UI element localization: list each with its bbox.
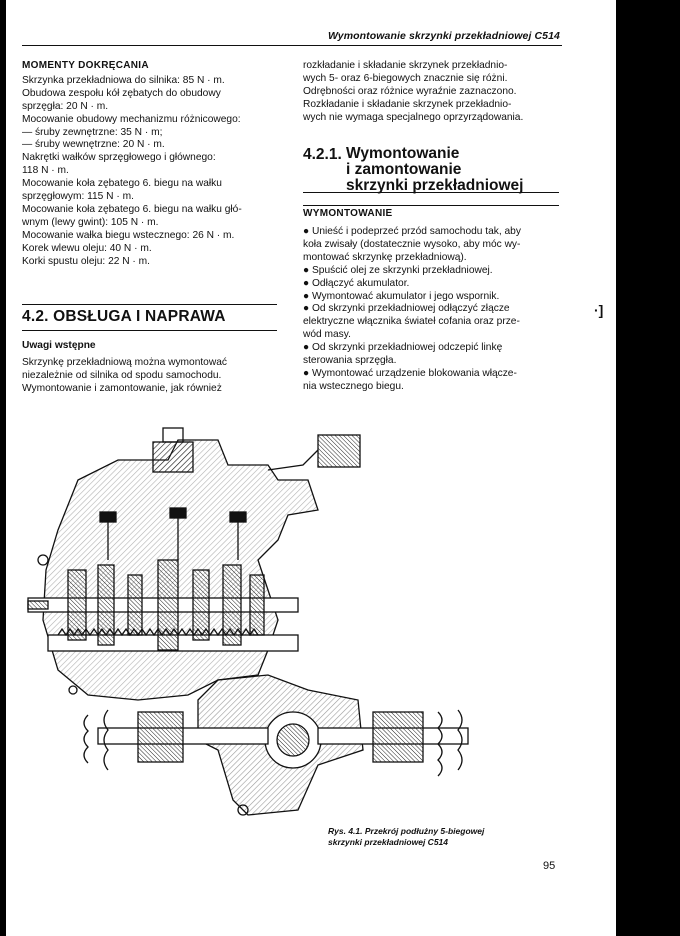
- caption-line: skrzynki przekładniowej C514: [328, 837, 448, 847]
- torque-line: Nakrętki wałków sprzęgłowego i głównego:: [22, 152, 216, 164]
- torque-line: wnym (lewy gwint): 105 N · m.: [22, 216, 159, 228]
- removal-step: [303, 303, 559, 342]
- figure-caption: [328, 826, 508, 848]
- step-line: ● Spuścić olej ze skrzynki przekładniowej.: [303, 264, 493, 276]
- torque-line: — śruby zewnętrzne: 35 N · m;: [22, 126, 163, 138]
- removal-step: [303, 265, 559, 278]
- right-intro-paragraph: [303, 60, 559, 125]
- torque-line: Obudowa zespołu kół zębatych do obudowy: [22, 87, 221, 99]
- step-line: montować skrzynkę przekładniową).: [303, 251, 467, 263]
- torque-line: Mocowanie koła zębatego 6. biegu na wałku głó-: [22, 203, 242, 215]
- subsection-title: [346, 146, 523, 194]
- step-line: ● Od skrzynki przekładniowej odłączyć złącze: [303, 303, 510, 315]
- right-intro-line: wych 5- oraz 6-biegowych znacznie się różni.: [303, 72, 508, 84]
- step-line: wód masy.: [303, 329, 351, 341]
- margin-mark: ·]: [594, 302, 604, 318]
- step-line: elektryczne włącznika świateł cofania oraz prze-: [303, 316, 520, 328]
- header-rule: [22, 45, 562, 46]
- page-number: 95: [543, 860, 556, 872]
- removal-step: [303, 278, 559, 291]
- torque-line: Mocowanie wałka biegu wstecznego: 26 N · m.: [22, 229, 235, 241]
- torque-line: sprzęgła: 20 N · m.: [22, 100, 109, 112]
- right-intro-line: wych nie wymaga specjalnego oprzyrządowania.: [303, 111, 524, 123]
- torque-line: Mocowanie koła zębatego 6. biegu na wałku: [22, 178, 222, 190]
- section-heading: 4.2. OBSŁUGA I NAPRAWA: [22, 304, 277, 331]
- removal-step: [303, 368, 559, 394]
- intro-line: niezależnie od silnika od spodu samochodu.: [22, 369, 222, 381]
- step-line: ● Odłączyć akumulator.: [303, 277, 410, 289]
- intro-subheading: Uwagi wstępne: [22, 340, 96, 351]
- intro-line: Skrzynkę przekładniową można wymontować: [22, 357, 227, 368]
- scan-right-edge: [616, 0, 680, 936]
- torque-line: — śruby wewnętrzne: 20 N · m.: [22, 139, 165, 151]
- scan-left-edge: [0, 0, 6, 936]
- removal-step: [303, 342, 559, 368]
- subsection-number: 4.2.1.: [303, 146, 342, 163]
- step-line: ● Wymontować akumulator i jego wspornik.: [303, 290, 500, 302]
- subsection-title-line: i zamontowanie: [346, 161, 462, 178]
- torque-line: sprzęgłowym: 115 N · m.: [22, 191, 134, 203]
- subsection-title-line: Wymontowanie: [346, 145, 460, 162]
- torque-line: Korki spustu oleju: 22 N · m.: [22, 255, 150, 267]
- torque-lines: [22, 75, 277, 269]
- running-header: Wymontowanie skrzynki przekładniowej C514: [327, 30, 560, 42]
- step-line: koła zwisały (dostatecznie wysoko, aby móc wy-: [303, 238, 521, 250]
- step-line: sterowania sprzęgła.: [303, 355, 397, 367]
- right-intro-line: Rozkładanie i składanie skrzynek przekładnio-: [303, 98, 512, 110]
- step-line: ● Od skrzynki przekładniowej odczepić linkę: [303, 342, 503, 354]
- step-line: ● Wymontować urządzenie blokowania włącze-: [303, 367, 517, 379]
- subsection-heading: [303, 146, 559, 193]
- removal-step: [303, 291, 559, 304]
- subsection-title-line: skrzynki przekładniowej: [346, 177, 524, 194]
- torque-line: 118 N · m.: [22, 165, 69, 177]
- right-intro-line: Odrębności oraz różnice wyraźnie zaznaczono.: [303, 85, 517, 97]
- step-line: ● Unieść i podeprzeć przód samochodu tak, aby: [303, 226, 521, 237]
- removal-heading: WYMONTOWANIE: [303, 205, 559, 219]
- right-intro-line: rozkładanie i składanie skrzynek przekładnio-: [303, 60, 508, 71]
- torque-line: Mocowanie obudowy mechanizmu różnicowego:: [22, 113, 241, 125]
- torque-block: [22, 60, 277, 269]
- intro-line: Wymontowanie i zamontowanie, jak również: [22, 382, 222, 394]
- removal-step: [303, 226, 559, 265]
- torque-line: Korek wlewu oleju: 40 N · m.: [22, 242, 152, 254]
- intro-paragraph: [22, 357, 277, 396]
- removal-steps: [303, 226, 559, 394]
- torque-title: MOMENTY DOKRĘCANIA: [22, 60, 149, 71]
- gearbox-cross-section-drawing: [18, 420, 488, 830]
- caption-line: Rys. 4.1. Przekrój podłużny 5-biegowej: [328, 826, 485, 836]
- step-line: nia wstecznego biegu.: [303, 380, 404, 392]
- torque-line: Skrzynka przekładniowa do silnika: 85 N · m.: [22, 74, 225, 86]
